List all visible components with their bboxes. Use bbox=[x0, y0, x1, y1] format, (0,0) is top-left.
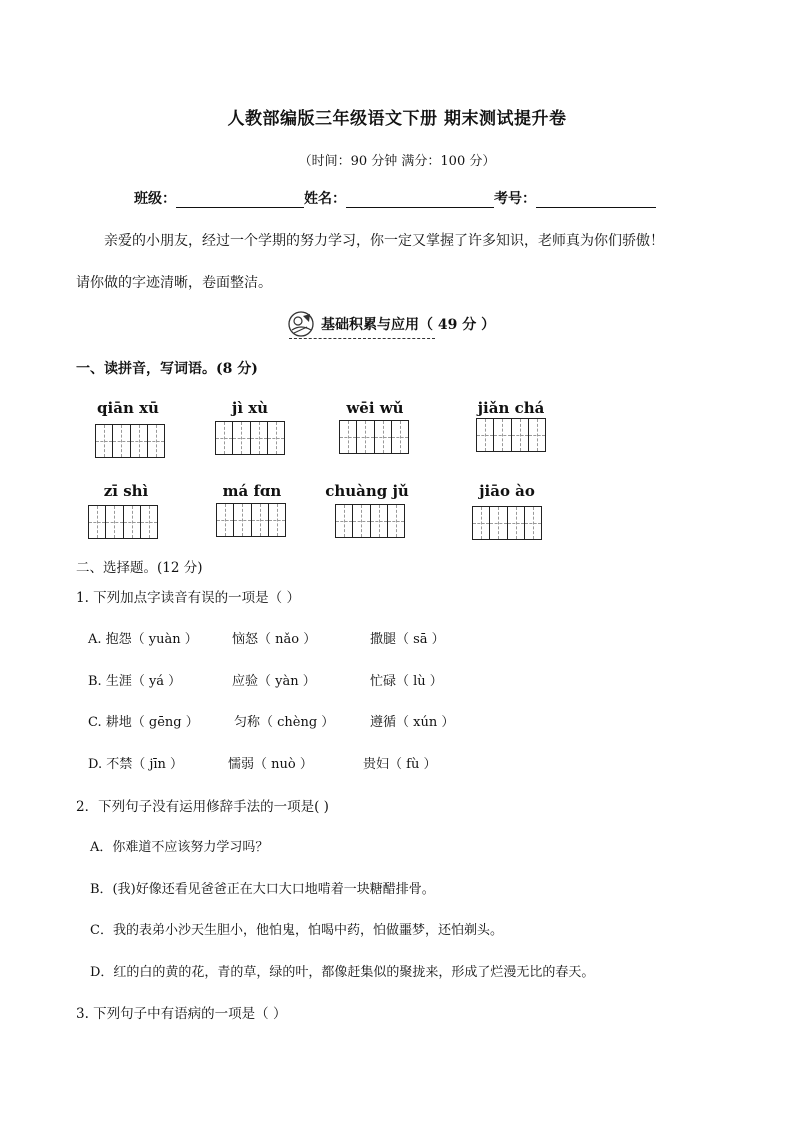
option-b-3: 忙碌（ lù ） bbox=[370, 674, 443, 689]
section-underline bbox=[289, 338, 435, 339]
answer-grid[interactable] bbox=[339, 420, 409, 454]
answer-grid[interactable] bbox=[95, 424, 165, 458]
q2-1-stem: 1. 下列加点字读音有误的一项是（ ） bbox=[76, 590, 300, 606]
answer-grid[interactable] bbox=[215, 421, 285, 455]
class-blank[interactable] bbox=[176, 189, 304, 208]
option-a-1[interactable]: A. 抱怨（ yuàn ） bbox=[88, 632, 198, 647]
option-a-3: 撒腿（ sā ） bbox=[370, 632, 445, 647]
answer-grid[interactable] bbox=[472, 506, 542, 540]
q2-2-stem: 2．下列句子没有运用修辞手法的一项是( ) bbox=[76, 799, 329, 815]
class-label: 班级： bbox=[134, 191, 176, 207]
answer-grid[interactable] bbox=[88, 505, 158, 539]
option-d-3: 贵妇（ fù ） bbox=[363, 757, 437, 772]
pinyin-label: má fɑn bbox=[222, 482, 282, 500]
pinyin-label: qiān xū bbox=[97, 399, 159, 417]
section-banner bbox=[287, 310, 495, 338]
option-d-1[interactable]: D. 不禁（ jīn ） bbox=[88, 757, 184, 772]
option-b-1[interactable]: B. 生涯（ yá ） bbox=[88, 674, 182, 689]
number-label: 考号： bbox=[494, 191, 536, 207]
option-d-2: 懦弱（ nuò ） bbox=[228, 757, 313, 772]
answer-grid[interactable] bbox=[216, 503, 286, 537]
option-c[interactable]: C．我的表弟小沙天生胆小，他怕鬼，怕喝中药，怕做噩梦，还怕剃头。 bbox=[90, 923, 503, 938]
answer-grid[interactable] bbox=[335, 504, 405, 538]
option-d[interactable]: D．红的白的黄的花，青的草，绿的叶，都像赶集似的聚拢来，形成了烂漫无比的春天。 bbox=[90, 965, 595, 980]
option-c-3: 遵循（ xún ） bbox=[370, 715, 455, 730]
option-c-1[interactable]: C. 耕地（ gēng ） bbox=[88, 715, 199, 730]
option-c-2: 匀称（ chèng ） bbox=[234, 715, 335, 730]
pinyin-label: jiāo ào bbox=[479, 482, 535, 500]
q1-heading: 一、读拼音，写词语。(8 分) bbox=[76, 361, 258, 377]
q2-3-stem: 3. 下列句子中有语病的一项是（ ） bbox=[76, 1006, 287, 1022]
reading-child-icon bbox=[287, 310, 317, 338]
name-label: 姓名： bbox=[304, 191, 346, 207]
student-info-row bbox=[134, 188, 656, 208]
section-title: 基础积累与应用（ 49 分 ） bbox=[321, 317, 496, 333]
pinyin-label: jiǎn chá bbox=[477, 399, 545, 417]
q2-heading: 二、选择题。(12 分) bbox=[76, 560, 203, 576]
number-blank[interactable] bbox=[536, 189, 656, 208]
name-blank[interactable] bbox=[346, 189, 494, 208]
intro-line-1: 亲爱的小朋友，经过一个学期的努力学习，你一定又掌握了许多知识，老师真为你们骄傲！ bbox=[104, 233, 664, 249]
answer-grid[interactable] bbox=[476, 418, 546, 452]
exam-subtitle: （时间：90 分钟 满分：100 分） bbox=[298, 154, 496, 169]
pinyin-label: jì xù bbox=[231, 399, 269, 417]
option-a-2: 恼怒（ nǎo ） bbox=[232, 632, 317, 647]
option-b[interactable]: B．(我)好像还看见爸爸正在大口大口地啃着一块糖醋排骨。 bbox=[90, 882, 435, 897]
option-a[interactable]: A．你难道不应该努力学习吗？ bbox=[90, 840, 269, 855]
pinyin-label: wēi wǔ bbox=[346, 399, 404, 417]
pinyin-label: zī shì bbox=[103, 482, 149, 500]
intro-line-2: 请你做的字迹清晰，卷面整洁。 bbox=[76, 275, 272, 291]
page-title: 人教部编版三年级语文下册 期末测试提升卷 bbox=[227, 109, 567, 129]
pinyin-label: chuàng jǔ bbox=[325, 482, 409, 500]
option-b-2: 应验（ yàn ） bbox=[232, 674, 316, 689]
